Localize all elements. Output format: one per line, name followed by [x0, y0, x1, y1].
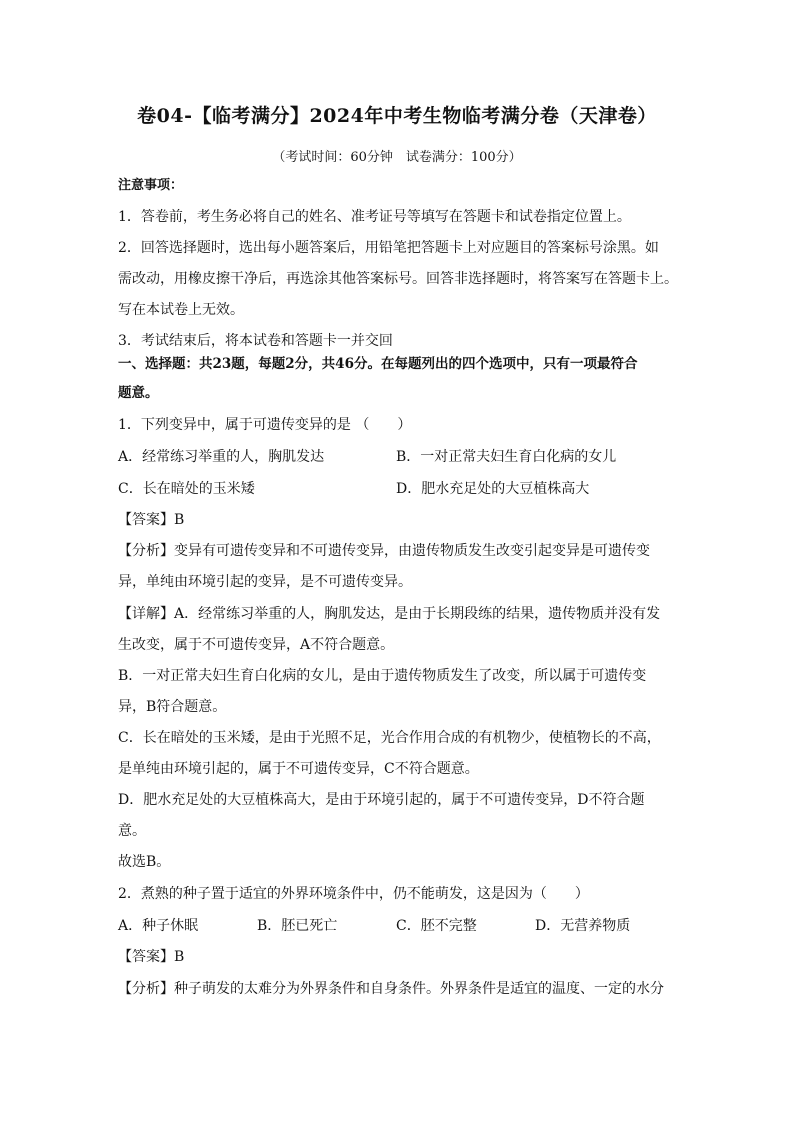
question-2-analysis: 【分析】种子萌发的太难分为外界条件和自身条件。外界条件是适宜的温度、一定的水分 [118, 981, 664, 997]
page-title: 卷04-【临考满分】2024年中考生物临考满分卷（天津卷） [137, 105, 657, 127]
notice-heading: 注意事项： [118, 178, 184, 193]
question-1-analysis: 【分析】变异有可遗传变异和不可遗传变异，由遗传物质发生改变引起变异是可遗传变 [118, 543, 650, 559]
question-2-option-d: D．无营养物质 [535, 918, 631, 934]
question-1-detail: D．肥水充足处的大豆植株高大，是由于环境引起的，属于不可遗传变异，D不符合题 [118, 792, 645, 808]
question-1-detail: 异，B符合题意。 [118, 699, 227, 715]
question-1-detail: 意。 [118, 823, 146, 839]
question-1-detail: 是单纯由环境引起的，属于不可遗传变异，C不符合题意。 [118, 761, 479, 777]
question-1-stem: 1．下列变异中，属于可遗传变异的是 （ ） [118, 417, 412, 433]
question-2-option-c: C．胚不完整 [396, 918, 477, 934]
question-1-detail: C．长在暗处的玉米矮，是由于光照不足，光合作用合成的有机物少，使植物长的不高， [118, 730, 661, 746]
question-1-detail: B．一对正常夫妇生育白化病的女儿，是由于遗传物质发生了改变，所以属于可遗传变 [118, 668, 647, 684]
notice-line: 1．答卷前，考生务必将自己的姓名、准考证号等填写在答题卡和试卷指定位置上。 [118, 209, 631, 225]
question-2-answer: 【答案】B [118, 949, 185, 965]
section-heading: 一、选择题：共23题，每题2分，共46分。在每题列出的四个选项中，只有一项最符合 [118, 356, 638, 372]
notice-line: 写在本试卷上无效。 [118, 302, 244, 318]
question-2-option-b: B．胚已死亡 [257, 918, 338, 934]
question-1-option-a: A．经常练习举重的人，胸肌发达 [118, 449, 325, 465]
notice-line: 2．回答选择题时，选出每小题答案后，用铅笔把答题卡上对应题目的答案标号涂黑。如 [118, 240, 659, 256]
question-1-detail: 生改变，属于不可遗传变异，A不符合题意。 [118, 637, 395, 653]
question-1-answer: 【答案】B [118, 512, 185, 528]
question-1-analysis: 异，单纯由环境引起的变异，是不可遗传变异。 [118, 574, 412, 590]
question-2-stem: 2．煮熟的种子置于适宜的外界环境条件中，仍不能萌发，这是因为（ ） [118, 886, 589, 902]
question-2-option-a: A．种子休眠 [118, 918, 199, 934]
section-heading-cont: 题意。 [118, 385, 159, 401]
question-1-option-c: C．长在暗处的玉米矮 [118, 481, 255, 497]
question-1-option-d: D．肥水充足处的大豆植株高大 [396, 481, 590, 497]
question-1-detail: 【详解】A．经常练习举重的人，胸肌发达，是由于长期段练的结果，遗传物质并没有发 [118, 606, 661, 622]
question-1-option-b: B．一对正常夫妇生育白化病的女儿 [396, 449, 617, 465]
notice-line: 需改动，用橡皮擦干净后，再选涂其他答案标号。回答非选择题时，将答案写在答题卡上。 [118, 271, 678, 287]
notice-line: 3．考试结束后，将本试卷和答题卡一并交回 [118, 333, 393, 349]
exam-info: （考试时间：60分钟 试卷满分：100分） [272, 150, 522, 165]
question-1-conclusion: 故选B。 [118, 854, 171, 870]
